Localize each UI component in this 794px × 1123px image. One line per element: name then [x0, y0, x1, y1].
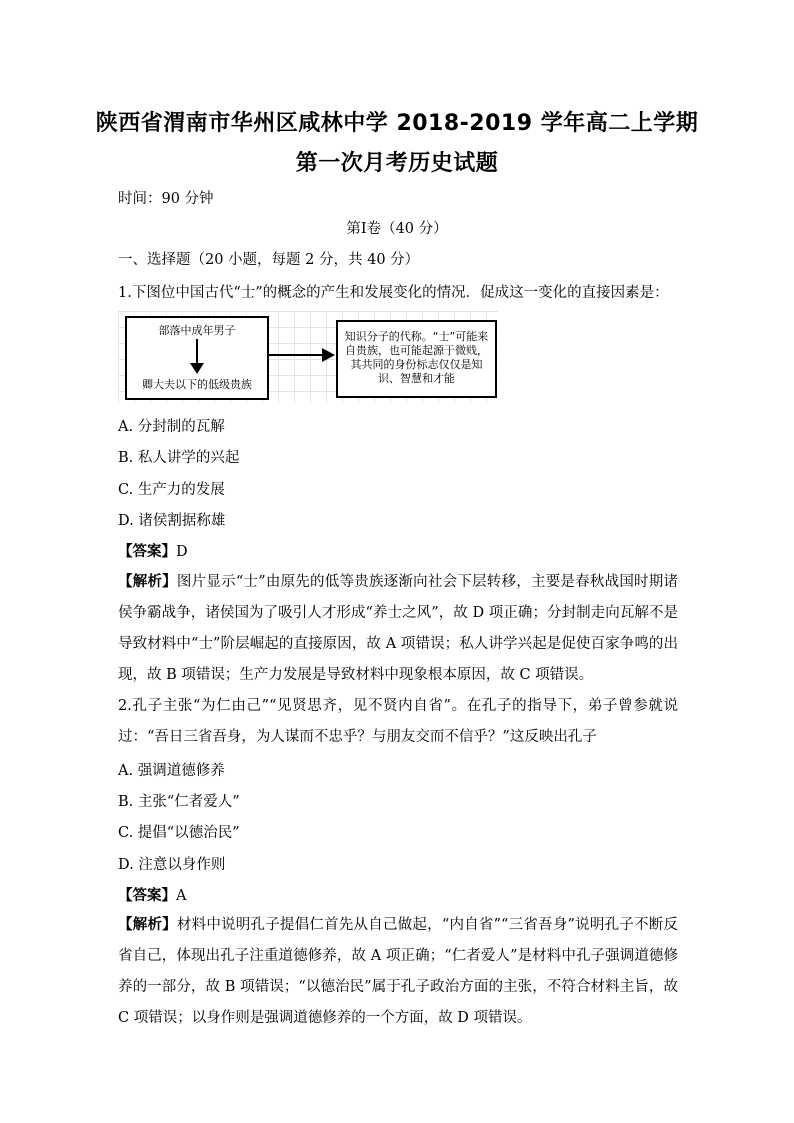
- q2-answer: [118, 884, 186, 905]
- answer-value: D: [176, 544, 188, 560]
- diagram-left-box: [125, 316, 269, 400]
- q1-analysis: [118, 566, 678, 691]
- exam-title-line1: 陕西省渭南市华州区咸林中学 2018-2019 学年高二上学期: [95, 111, 699, 136]
- part-heading: 一、选择题（20 小题，每题 2 分，共 40 分）: [118, 252, 420, 268]
- exam-time: 时间：90 分钟: [118, 191, 214, 207]
- right-arrow-icon: [268, 345, 336, 365]
- q2-option-d: D. 注意以身作则: [118, 857, 226, 873]
- q2-analysis: [118, 909, 678, 1034]
- diagram-right-box: [336, 320, 497, 398]
- diagram-box1-bottom-label: 卿大夫以下的低级贵族: [142, 378, 252, 391]
- q1-option-c: C. 生产力的发展: [118, 482, 225, 498]
- section-title: 第Ⅰ卷（40 分）: [346, 221, 448, 237]
- analysis-text: 图片显示“士”由原先的低等贵族逐渐向社会下层转移，主要是春秋战国时期诸侯争霸战争，诸侯国为了吸引人才形成“养士之风”，故 D 项正确；分封制走向瓦解不是导致材料中“士”阶层崛起的直接原因，故 A 项错误；私人讲学兴起是促使百家争鸣的出现，故 B 项错误；生产力发展是导致材料中现象根本原因，故 C 项错误。: [118, 574, 679, 683]
- diagram-box1-top-label: 部落中成年男子: [158, 324, 236, 337]
- q1-diagram: [118, 311, 498, 403]
- analysis-text: 材料中说明孔子提倡仁首先从自己做起，“内自省”“三省吾身”说明孔子不断反省自己，体现出孔子注重道德修养，故 A 项正确；“仁者爱人”是材料中孔子强调道德修养的一部分，故 B 项错误；“以德治民”属于孔子政治方面的主张，不符合材料主旨，故 C 项错误；以身作则是强调道德修养的一个方面，故 D 项错误。: [118, 917, 679, 1026]
- q1-option-d: D. 诸侯割据称雄: [118, 513, 226, 529]
- q2-stem: 2.孔子主张“为仁由己”“见贤思齐，见不贤内自省”。在孔子的指导下，弟子曾参就说过：“吾日三省吾身，为人谋而不忠乎？与朋友交而不信乎？”这反映出孔子: [118, 698, 678, 745]
- analysis-label: 【解析】: [118, 573, 177, 590]
- answer-label: 【答案】: [118, 543, 176, 560]
- q1-option-a: A. 分封制的瓦解: [118, 419, 225, 435]
- analysis-label: 【解析】: [118, 916, 177, 933]
- q1-answer: [118, 540, 188, 561]
- exam-title-line2: 第一次月考历史试题: [295, 151, 499, 176]
- answer-label: 【答案】: [118, 887, 176, 904]
- q2-option-b: B. 主张“仁者爱人”: [118, 794, 240, 810]
- diagram-box2-text: 知识分子的代称。“士”可能来自贵族，也可能起源于微贱，其共同的身份标志仅仅是知识、智慧和才能: [344, 330, 489, 385]
- answer-value: A: [176, 888, 187, 904]
- q1-stem: 1.下图位中国古代“士”的概念的产生和发展变化的情况．促成这一变化的直接因素是：: [118, 285, 669, 301]
- q2-option-c: C. 提倡“以德治民”: [118, 825, 240, 841]
- down-arrow-icon: [183, 339, 211, 375]
- q1-option-b: B. 私人讲学的兴起: [118, 450, 240, 466]
- q2-option-a: A. 强调道德修养: [118, 763, 225, 779]
